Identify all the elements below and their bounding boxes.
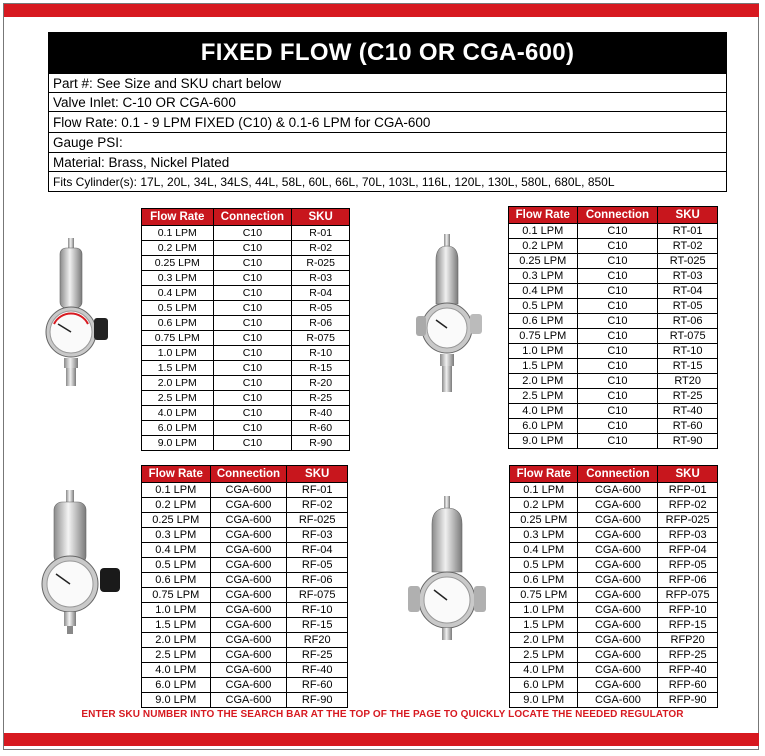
cell-connection: C10 [577, 329, 658, 344]
cell-flow-rate: 0.5 LPM [510, 558, 578, 573]
table-row [142, 286, 350, 301]
cell-sku: RFP-60 [658, 678, 718, 693]
table-row [510, 678, 718, 693]
table-row [142, 271, 350, 286]
cell-flow-rate: 0.1 LPM [142, 483, 211, 498]
table-row [142, 678, 348, 693]
table-row [510, 618, 718, 633]
col-connection: Connection [210, 466, 287, 483]
cell-connection: C10 [213, 406, 292, 421]
cell-sku: RFP-03 [658, 528, 718, 543]
table-row [510, 588, 718, 603]
cell-flow-rate: 0.6 LPM [509, 314, 578, 329]
cell-connection: CGA-600 [578, 558, 658, 573]
table-row [509, 359, 718, 374]
table-row [142, 513, 348, 528]
table-row [142, 391, 350, 406]
cell-flow-rate: 2.5 LPM [509, 389, 578, 404]
regulator-photo-cga600 [30, 488, 126, 638]
cell-flow-rate: 2.5 LPM [142, 391, 214, 406]
cell-flow-rate: 0.5 LPM [509, 299, 578, 314]
table-row [510, 513, 718, 528]
cell-sku: R-01 [292, 226, 350, 241]
cell-sku: RT-60 [658, 419, 718, 434]
cell-sku: R-90 [292, 436, 350, 451]
cell-sku: RF-90 [287, 693, 348, 708]
table-row [142, 256, 350, 271]
cell-flow-rate: 1.5 LPM [510, 618, 578, 633]
col-connection: Connection [578, 466, 658, 483]
cell-flow-rate: 9.0 LPM [509, 434, 578, 449]
cell-connection: C10 [577, 239, 658, 254]
cell-connection: C10 [213, 301, 292, 316]
table-row [142, 421, 350, 436]
cell-sku: RT-02 [658, 239, 718, 254]
cell-connection: CGA-600 [210, 588, 287, 603]
cell-flow-rate: 9.0 LPM [510, 693, 578, 708]
table-row [142, 498, 348, 513]
spec-panel [48, 32, 727, 192]
cell-flow-rate: 0.75 LPM [510, 588, 578, 603]
cell-flow-rate: 0.25 LPM [142, 513, 211, 528]
cell-flow-rate: 2.5 LPM [510, 648, 578, 663]
cell-connection: C10 [213, 331, 292, 346]
cell-sku: R-05 [292, 301, 350, 316]
table-row [142, 346, 350, 361]
table-row [510, 543, 718, 558]
cell-flow-rate: 0.75 LPM [142, 588, 211, 603]
regulator-photo-c10-tall [414, 230, 498, 398]
table-row [142, 241, 350, 256]
cell-sku: R-02 [292, 241, 350, 256]
cell-connection: CGA-600 [578, 498, 658, 513]
cell-connection: C10 [577, 419, 658, 434]
table-row [509, 254, 718, 269]
col-sku: SKU [287, 466, 348, 483]
spec-row-flow-rate: Flow Rate: 0.1 - 9 LPM FIXED (C10) & 0.1-6 LPM for CGA-600 [49, 111, 726, 132]
table-row [510, 663, 718, 678]
cell-flow-rate: 0.2 LPM [142, 498, 211, 513]
table-row [509, 374, 718, 389]
cell-flow-rate: 9.0 LPM [142, 693, 211, 708]
cell-sku: R-40 [292, 406, 350, 421]
table-row [142, 376, 350, 391]
cell-sku: RF-25 [287, 648, 348, 663]
cell-connection: CGA-600 [578, 633, 658, 648]
cell-connection: C10 [577, 344, 658, 359]
cell-connection: CGA-600 [578, 543, 658, 558]
table-row [509, 404, 718, 419]
table-row [510, 483, 718, 498]
cell-sku: R-60 [292, 421, 350, 436]
table-row [142, 361, 350, 376]
cell-flow-rate: 0.3 LPM [142, 528, 211, 543]
table-row [142, 573, 348, 588]
cell-connection: C10 [213, 376, 292, 391]
cell-flow-rate: 0.2 LPM [509, 239, 578, 254]
table-row [510, 558, 718, 573]
cell-connection: CGA-600 [578, 603, 658, 618]
cell-flow-rate: 1.0 LPM [510, 603, 578, 618]
table-row [510, 693, 718, 708]
cell-connection: C10 [577, 269, 658, 284]
cell-connection: C10 [213, 436, 292, 451]
cell-sku: RFP-075 [658, 588, 718, 603]
table-row [509, 284, 718, 299]
cell-connection: CGA-600 [578, 483, 658, 498]
cell-connection: C10 [213, 241, 292, 256]
cell-connection: CGA-600 [578, 528, 658, 543]
table-row [510, 648, 718, 663]
table-row [509, 344, 718, 359]
cell-connection: CGA-600 [210, 513, 287, 528]
cell-connection: C10 [213, 271, 292, 286]
cell-flow-rate: 1.0 LPM [142, 603, 211, 618]
spec-row-gauge-psi: Gauge PSI: [49, 132, 726, 152]
cell-connection: C10 [577, 299, 658, 314]
table-row [509, 314, 718, 329]
table-row [142, 663, 348, 678]
spec-row-material: Material: Brass, Nickel Plated [49, 152, 726, 171]
cell-connection: CGA-600 [578, 693, 658, 708]
cell-sku: RF-02 [287, 498, 348, 513]
cell-sku: RT-10 [658, 344, 718, 359]
cell-sku: RT-025 [658, 254, 718, 269]
table-row [510, 603, 718, 618]
table-row [142, 618, 348, 633]
table-row [142, 648, 348, 663]
col-sku: SKU [292, 209, 350, 226]
cell-connection: CGA-600 [210, 543, 287, 558]
cell-sku: RFP-15 [658, 618, 718, 633]
cell-flow-rate: 0.5 LPM [142, 558, 211, 573]
cell-sku: RT-03 [658, 269, 718, 284]
cell-flow-rate: 0.1 LPM [510, 483, 578, 498]
cell-sku: RT-15 [658, 359, 718, 374]
table-row [509, 239, 718, 254]
cell-sku: RF-075 [287, 588, 348, 603]
col-flow-rate: Flow Rate [510, 466, 578, 483]
cell-sku: RT-40 [658, 404, 718, 419]
table-row [510, 528, 718, 543]
cell-sku: R-15 [292, 361, 350, 376]
table-row [142, 603, 348, 618]
cell-flow-rate: 6.0 LPM [142, 421, 214, 436]
cell-sku: RFP-025 [658, 513, 718, 528]
cell-flow-rate: 0.2 LPM [510, 498, 578, 513]
cell-flow-rate: 4.0 LPM [142, 406, 214, 421]
table-row [142, 483, 348, 498]
cell-connection: CGA-600 [578, 678, 658, 693]
cell-connection: CGA-600 [210, 603, 287, 618]
cell-flow-rate: 6.0 LPM [142, 678, 211, 693]
table-row [142, 316, 350, 331]
cell-connection: C10 [577, 434, 658, 449]
cell-flow-rate: 4.0 LPM [142, 663, 211, 678]
cell-sku: R-075 [292, 331, 350, 346]
table-row [142, 436, 350, 451]
cell-sku: RF-025 [287, 513, 348, 528]
cell-sku: RF-05 [287, 558, 348, 573]
cell-connection: C10 [213, 286, 292, 301]
cell-sku: RFP-10 [658, 603, 718, 618]
cell-flow-rate: 0.2 LPM [142, 241, 214, 256]
cell-sku: R-025 [292, 256, 350, 271]
cell-flow-rate: 9.0 LPM [142, 436, 214, 451]
table-body [142, 226, 350, 451]
cell-connection: C10 [577, 224, 658, 239]
page-title: FIXED FLOW (C10 OR CGA-600) [49, 33, 726, 73]
table-row [509, 299, 718, 314]
cell-connection: CGA-600 [210, 558, 287, 573]
cell-connection: CGA-600 [578, 663, 658, 678]
table-row [142, 528, 348, 543]
cell-connection: C10 [577, 314, 658, 329]
col-connection: Connection [577, 207, 658, 224]
cell-connection: CGA-600 [210, 633, 287, 648]
cell-flow-rate: 0.6 LPM [142, 316, 214, 331]
cell-connection: CGA-600 [210, 693, 287, 708]
table-body [510, 483, 718, 708]
cell-sku: RFP-06 [658, 573, 718, 588]
cell-connection: C10 [213, 346, 292, 361]
cell-connection: C10 [577, 254, 658, 269]
sku-table-cga600-rfp [509, 465, 718, 708]
cell-connection: CGA-600 [578, 588, 658, 603]
cell-flow-rate: 1.5 LPM [142, 618, 211, 633]
cell-flow-rate: 0.3 LPM [142, 271, 214, 286]
cell-sku: RF-06 [287, 573, 348, 588]
cell-flow-rate: 0.4 LPM [510, 543, 578, 558]
cell-flow-rate: 4.0 LPM [510, 663, 578, 678]
cell-sku: R-20 [292, 376, 350, 391]
sku-table-c10-rt [508, 206, 718, 449]
cell-connection: C10 [213, 421, 292, 436]
cell-connection: C10 [213, 226, 292, 241]
sku-table-cga600-rf [141, 465, 348, 708]
regulator-photo-c10 [38, 232, 120, 394]
cell-flow-rate: 2.0 LPM [142, 633, 211, 648]
cell-connection: CGA-600 [578, 648, 658, 663]
spec-row-fits-cylinders: Fits Cylinder(s): 17L, 20L, 34L, 34LS, 44L, 58L, 60L, 66L, 70L, 103L, 116L, 120L, 130L, 580L, 680L, 850L [49, 171, 726, 191]
cell-connection: CGA-600 [210, 498, 287, 513]
cell-sku: RT-06 [658, 314, 718, 329]
spec-row-part: Part #: See Size and SKU chart below [49, 73, 726, 92]
cell-connection: C10 [213, 361, 292, 376]
cell-flow-rate: 0.4 LPM [509, 284, 578, 299]
cell-sku: RT-04 [658, 284, 718, 299]
cell-sku: R-04 [292, 286, 350, 301]
cell-flow-rate: 0.75 LPM [509, 329, 578, 344]
cell-sku: RF-60 [287, 678, 348, 693]
table-row [510, 573, 718, 588]
cell-sku: RFP-05 [658, 558, 718, 573]
table-body [142, 483, 348, 708]
table-row [509, 224, 718, 239]
table-row [509, 389, 718, 404]
cell-connection: CGA-600 [210, 663, 287, 678]
cell-sku: RF20 [287, 633, 348, 648]
cell-sku: RT-25 [658, 389, 718, 404]
cell-flow-rate: 0.1 LPM [509, 224, 578, 239]
cell-flow-rate: 0.25 LPM [510, 513, 578, 528]
cell-flow-rate: 0.25 LPM [509, 254, 578, 269]
cell-flow-rate: 4.0 LPM [509, 404, 578, 419]
cell-sku: R-25 [292, 391, 350, 406]
cell-sku: R-10 [292, 346, 350, 361]
regulator-photo-cga600-tall [406, 494, 496, 644]
col-sku: SKU [658, 207, 718, 224]
cell-flow-rate: 1.0 LPM [142, 346, 214, 361]
col-flow-rate: Flow Rate [142, 209, 214, 226]
table-row [509, 419, 718, 434]
cell-sku: RT-075 [658, 329, 718, 344]
cell-flow-rate: 1.5 LPM [142, 361, 214, 376]
table-row [142, 693, 348, 708]
cell-flow-rate: 0.6 LPM [142, 573, 211, 588]
cell-sku: RFP-04 [658, 543, 718, 558]
cell-flow-rate: 0.5 LPM [142, 301, 214, 316]
cell-connection: C10 [577, 284, 658, 299]
cell-connection: C10 [213, 316, 292, 331]
cell-sku: RF-40 [287, 663, 348, 678]
cell-flow-rate: 0.3 LPM [509, 269, 578, 284]
cell-flow-rate: 6.0 LPM [509, 419, 578, 434]
table-row [142, 301, 350, 316]
cell-flow-rate: 0.3 LPM [510, 528, 578, 543]
cell-sku: RT-05 [658, 299, 718, 314]
cell-sku: RF-10 [287, 603, 348, 618]
cell-flow-rate: 0.4 LPM [142, 286, 214, 301]
table-row [142, 226, 350, 241]
cell-connection: CGA-600 [210, 678, 287, 693]
cell-sku: RT20 [658, 374, 718, 389]
cell-connection: C10 [577, 404, 658, 419]
cell-flow-rate: 2.0 LPM [509, 374, 578, 389]
cell-sku: RFP-90 [658, 693, 718, 708]
cell-sku: R-06 [292, 316, 350, 331]
table-body [509, 224, 718, 449]
cell-sku: RFP-01 [658, 483, 718, 498]
cell-sku: RFP-25 [658, 648, 718, 663]
cell-connection: C10 [577, 389, 658, 404]
cell-flow-rate: 2.0 LPM [510, 633, 578, 648]
cell-connection: C10 [213, 256, 292, 271]
cell-connection: CGA-600 [210, 573, 287, 588]
cell-sku: R-03 [292, 271, 350, 286]
table-row [142, 633, 348, 648]
cell-connection: CGA-600 [210, 483, 287, 498]
cell-connection: C10 [213, 391, 292, 406]
table-row [509, 434, 718, 449]
cell-connection: C10 [577, 359, 658, 374]
cell-flow-rate: 1.0 LPM [509, 344, 578, 359]
table-row [142, 588, 348, 603]
cell-connection: C10 [577, 374, 658, 389]
cell-flow-rate: 2.0 LPM [142, 376, 214, 391]
table-row [142, 558, 348, 573]
cell-connection: CGA-600 [578, 618, 658, 633]
cell-flow-rate: 0.75 LPM [142, 331, 214, 346]
table-row [142, 543, 348, 558]
cell-sku: RT-01 [658, 224, 718, 239]
col-flow-rate: Flow Rate [142, 466, 211, 483]
cell-connection: CGA-600 [210, 528, 287, 543]
cell-flow-rate: 1.5 LPM [509, 359, 578, 374]
table-row [142, 331, 350, 346]
cell-connection: CGA-600 [210, 648, 287, 663]
cell-sku: RFP-40 [658, 663, 718, 678]
cell-sku: RF-01 [287, 483, 348, 498]
cell-flow-rate: 0.25 LPM [142, 256, 214, 271]
sku-table-c10 [141, 208, 350, 451]
col-connection: Connection [213, 209, 292, 226]
cell-flow-rate: 2.5 LPM [142, 648, 211, 663]
table-row [509, 269, 718, 284]
top-accent-bar [4, 4, 759, 17]
cell-sku: RFP20 [658, 633, 718, 648]
cell-sku: RF-03 [287, 528, 348, 543]
cell-flow-rate: 6.0 LPM [510, 678, 578, 693]
col-flow-rate: Flow Rate [509, 207, 578, 224]
table-row [509, 329, 718, 344]
cell-sku: RFP-02 [658, 498, 718, 513]
cell-flow-rate: 0.6 LPM [510, 573, 578, 588]
table-row [510, 633, 718, 648]
cell-sku: RF-04 [287, 543, 348, 558]
cell-flow-rate: 0.1 LPM [142, 226, 214, 241]
col-sku: SKU [658, 466, 718, 483]
cell-sku: RF-15 [287, 618, 348, 633]
footer-instruction: ENTER SKU NUMBER INTO THE SEARCH BAR AT THE TOP OF THE PAGE TO QUICKLY LOCATE THE NEEDED REGULATOR [81, 709, 684, 720]
bottom-accent-bar [4, 733, 759, 746]
cell-sku: RT-90 [658, 434, 718, 449]
cell-connection: CGA-600 [578, 573, 658, 588]
spec-row-valve-inlet: Valve Inlet: C-10 OR CGA-600 [49, 92, 726, 111]
cell-connection: CGA-600 [578, 513, 658, 528]
table-row [510, 498, 718, 513]
table-row [142, 406, 350, 421]
cell-flow-rate: 0.4 LPM [142, 543, 211, 558]
cell-connection: CGA-600 [210, 618, 287, 633]
